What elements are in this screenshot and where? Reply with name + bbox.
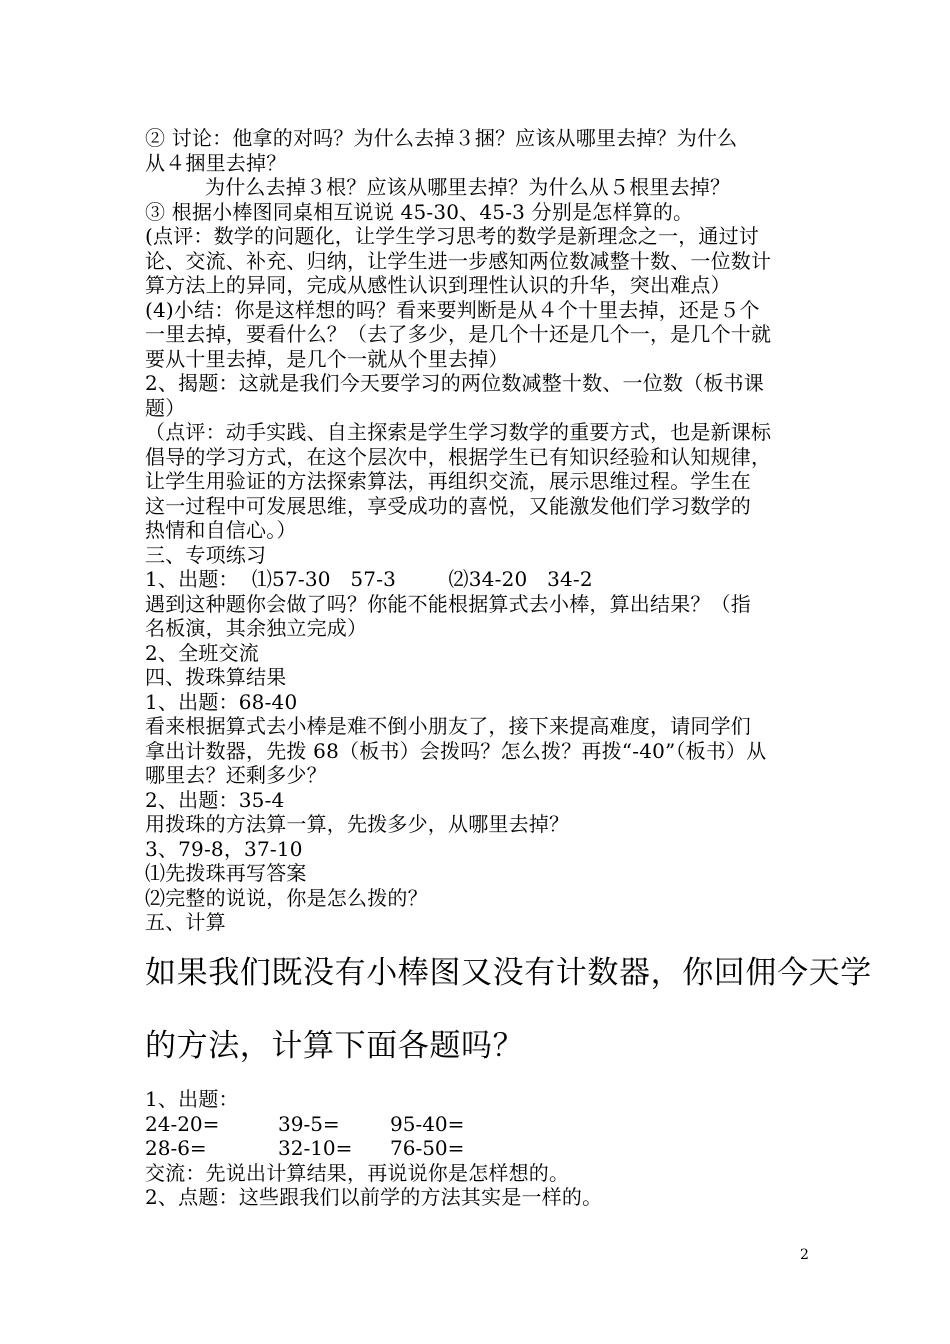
text-line: 1、出题：68-40 [145,689,298,714]
exercise-item: 32-10= [278,1136,353,1160]
exercise-item: 24-20= [145,1111,220,1136]
large-text-line: 如果我们既没有小棒图又没有计数器，你回佣今天学 [145,955,872,991]
exercise-item: 76-50= [390,1136,465,1160]
section-heading: 五、计算 [145,910,226,934]
text-line: 一里去掉，要看什么？（去了多少，是几个十还是几个一，是几个十就 [145,322,772,346]
text-line: 这一过程中可发展思维，享受成功的喜悦，又能激发他们学习数学的 [145,493,751,518]
text-line: 2、出题：35-4 [145,787,285,812]
text-line: ⑵完整的说说，你是怎么拨的？ [145,885,428,910]
text-line: 交流：先说出计算结果，再说说你是怎样想的。 [145,1160,570,1185]
text-line: 看来根据算式去小棒是难不倒小朋友了，接下来提高难度，请同学们 [145,714,751,738]
text-line: （点评：动手实践、自主探索是学生学习数学的重要方式，也是新课标 [145,420,772,444]
text-line: 从４捆里去掉？ [145,150,287,175]
text-line: 为什么去掉３根？应该从哪里去掉？为什么从５根里去掉？ [205,175,731,199]
text-line: 倡导的学习方式，在这个层次中，根据学生已有知识经验和认知规律， [145,444,772,469]
text-line: 热情和自信心。） [145,518,297,542]
body-text [145,126,825,935]
exercise-row [145,1136,825,1161]
exercise-item: 39-5= [278,1111,340,1136]
text-line: 2、点题：这些跟我们以前学的方法其实是一样的。 [145,1185,603,1209]
text-line: 哪里去？还剩多少？ [145,763,327,787]
text-line: ⑴先拨珠再写答案 [145,861,307,885]
text-line: 1、出题： ⑴57-30 57-3 ⑵34-20 34-2 [145,567,593,591]
text-line: (4)小结：你是这样想的吗？看来要判断是从４个十里去掉，还是５个 [145,297,760,322]
text-line: 2、揭题：这就是我们今天要学习的两位数减整十数、一位数（板书课 [145,371,764,395]
text-line: 2、全班交流 [145,640,259,665]
exercise-item: 95-40= [390,1111,465,1136]
section-heading: 四、拨珠算结果 [145,665,287,689]
exercise-item: 28-6= [145,1136,207,1160]
text-line: 遇到这种题你会做了吗？你能不能根据算式去小棒，算出结果？（指 [145,591,751,616]
text-line: 论、交流、补充、归纳，让学生进一步感知两位数减整十数、一位数计 [145,248,772,273]
text-line: 名板演，其余独立完成） [145,616,368,640]
text-line: 3、79-8，37-10 [145,836,303,861]
page-number: 2 [800,1247,809,1263]
text-line: 让学生用验证的方法探索算法，再组织交流，展示思维过程。学生在 [145,469,751,493]
text-line: ② 讨论：他拿的对吗？为什么去掉３捆？应该从哪里去掉？为什么 [145,126,738,150]
text-line: (点评：数学的问题化，让学生学习思考的数学是新理念之一，通过讨 [145,224,760,248]
text-line: 算方法上的异同，完成从感性认识到理性认识的升华，突出难点） [145,273,731,297]
text-line: 拿出计数器，先拨 68（板书）会拨吗？怎么拨？再拨“-40”（板书）从 [145,738,767,763]
text-line: 题） [145,395,186,420]
text-line: 要从十里去掉，是几个一就从个里去掉） [145,346,509,371]
exercise-block [145,1087,825,1210]
text-line: ③ 根据小棒图同桌相互说说 45-30、45-3 分别是怎样算的。 [145,199,694,224]
text-line: 用拨珠的方法算一算，先拨多少，从哪里去掉？ [145,812,570,836]
section-heading: 三、专项练习 [145,542,267,567]
large-text-line: 的方法，计算下面各题吗？ [145,1028,525,1064]
exercise-title: 1、出题： [145,1087,239,1111]
exercise-row [145,1112,825,1137]
